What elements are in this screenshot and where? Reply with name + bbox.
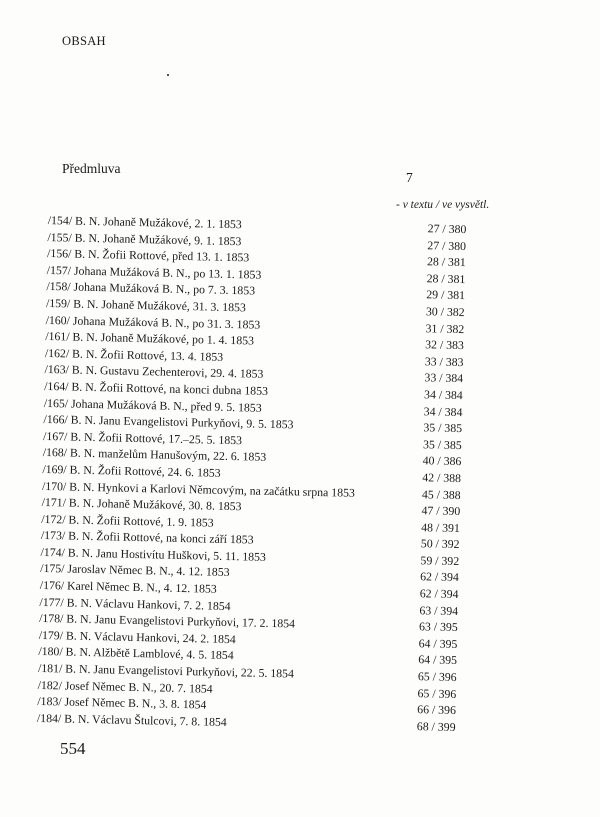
entry-title: /155/ B. N. Johaně Mužákové, 9. 1. 1853 [47, 229, 242, 248]
running-header: OBSAH [62, 34, 106, 48]
entry-pages: 32 / 383 [425, 337, 465, 353]
contents-list [37, 213, 518, 738]
entry-pages: 59 / 392 [420, 553, 460, 568]
entry-pages: 62 / 394 [419, 586, 459, 602]
entry-title: /168/ B. N. manželům Hanušovým, 22. 6. 1853 [42, 445, 267, 465]
page-folio: 554 [60, 739, 86, 758]
ink-speck [167, 74, 169, 76]
entry-pages: 45 / 388 [421, 486, 461, 502]
entry-pages: 33 / 383 [424, 354, 464, 369]
entry-pages: 63 / 395 [418, 619, 458, 635]
entry-title: /176/ Karel Němec B. N., 4. 12. 1853 [39, 577, 217, 596]
preface-label: Předmluva [62, 161, 121, 176]
entry-title: /167/ B. N. Žofii Rottové, 17.–25. 5. 1853 [42, 428, 243, 448]
entry-pages: 64 / 395 [418, 636, 458, 651]
entry-pages: 63 / 394 [419, 602, 459, 618]
entry-title: /173/ B. N. Žofii Rottové, na konci září 1853 [40, 528, 254, 547]
page-columns-header: - v textu / ve vysvětl. [396, 199, 490, 211]
entry-title: /161/ B. N. Johaně Mužákové, po 1. 4. 1853 [45, 329, 255, 348]
entry-title: /166/ B. N. Janu Evangelistovi Purkyňovi, 9. 5. 1853 [43, 412, 294, 432]
entry-pages: 28 / 381 [426, 254, 466, 270]
entry-pages: 42 / 388 [422, 470, 462, 485]
entry-title: /175/ Jaroslav Němec B. N., 4. 12. 1853 [40, 561, 230, 580]
entry-title: /162/ B. N. Žofii Rottové, 13. 4. 1853 [44, 345, 224, 364]
entry-pages: 30 / 382 [425, 304, 465, 320]
entry-title: /171/ B. N. Johaně Mužákové, 30. 8. 1853 [41, 495, 242, 514]
entry-pages: 68 / 399 [416, 718, 456, 734]
entry-title: /164/ B. N. Žofii Rottové, na konci dubna 1853 [44, 378, 269, 398]
entry-title: /170/ B. N. Hynkovi a Karlovi Němcovým, na začátku srpna 1853 [41, 478, 356, 500]
entry-pages: 29 / 381 [426, 287, 466, 303]
entry-pages: 27 / 380 [427, 221, 467, 237]
entry-pages: 33 / 384 [424, 370, 464, 386]
entry-title: /157/ Johana Mužáková B. N., po 13. 1. 1853 [46, 262, 262, 282]
entry-pages: 65 / 396 [417, 685, 457, 701]
entry-pages: 28 / 381 [426, 271, 466, 286]
entry-title: /169/ B. N. Žofii Rottové, 24. 6. 1853 [42, 461, 221, 480]
entry-title: /159/ B. N. Johaně Mužákové, 31. 3. 1853 [45, 295, 247, 315]
entry-title: /156/ B. N. Žofii Rottové, před 13. 1. 1853 [46, 246, 250, 265]
entry-title: /174/ B. N. Janu Hostivítu Huškovi, 5. 11. 1853 [40, 544, 267, 564]
entry-pages: 66 / 396 [417, 702, 457, 718]
entry-pages: 31 / 382 [425, 320, 465, 336]
entry-pages: 62 / 394 [420, 569, 459, 585]
entry-pages: 64 / 395 [418, 652, 458, 668]
entry-title: /160/ Johana Mužáková B. N., po 31. 3. 1853 [45, 312, 261, 332]
entry-pages: 47 / 390 [421, 503, 461, 519]
entry-title: /184/ B. N. Václavu Štulcovi, 7. 8. 1854 [36, 710, 227, 729]
entry-pages: 35 / 385 [422, 436, 462, 452]
entry-pages: 48 / 391 [421, 519, 461, 535]
entry-title: /163/ B. N. Gustavu Zechenterovi, 29. 4. 1853 [44, 362, 264, 382]
entry-title: /172/ B. N. Žofii Rottové, 1. 9. 1853 [41, 511, 214, 530]
entry-pages: 27 / 380 [427, 237, 467, 253]
entry-title: /182/ Josef Němec B. N., 20. 7. 1854 [37, 677, 213, 696]
entry-pages: 35 / 385 [423, 420, 463, 436]
entry-title: /180/ B. N. Alžbětě Lamblové, 4. 5. 1854 [38, 644, 234, 663]
preface-page-number: 7 [406, 170, 413, 185]
entry-pages: 65 / 396 [417, 669, 457, 685]
entry-pages: 34 / 384 [423, 387, 463, 403]
entry-pages: 50 / 392 [420, 536, 460, 552]
entry-title: /177/ B. N. Václavu Hankovi, 7. 2. 1854 [39, 594, 231, 613]
entry-title: /181/ B. N. Janu Evangelistovi Purkyňovi, 22. 5. 1854 [37, 660, 295, 681]
entry-title: /165/ Johana Mužáková B. N., před 9. 5. 1853 [43, 395, 262, 415]
entry-title: /179/ B. N. Václavu Hankovi, 24. 2. 1854 [38, 627, 236, 647]
entry-title: /158/ Johana Mužáková B. N., po 7. 3. 1853 [46, 279, 256, 298]
entry-title: /154/ B. N. Johaně Mužákové, 2. 1. 1853 [47, 213, 242, 232]
entry-pages: 40 / 386 [422, 453, 462, 469]
entry-pages: 34 / 384 [423, 403, 463, 419]
entry-title: /178/ B. N. Janu Evangelistovi Purkyňovi, 17. 2. 1854 [39, 611, 296, 631]
entry-title: /183/ Josef Němec B. N., 3. 8. 1854 [37, 694, 207, 712]
